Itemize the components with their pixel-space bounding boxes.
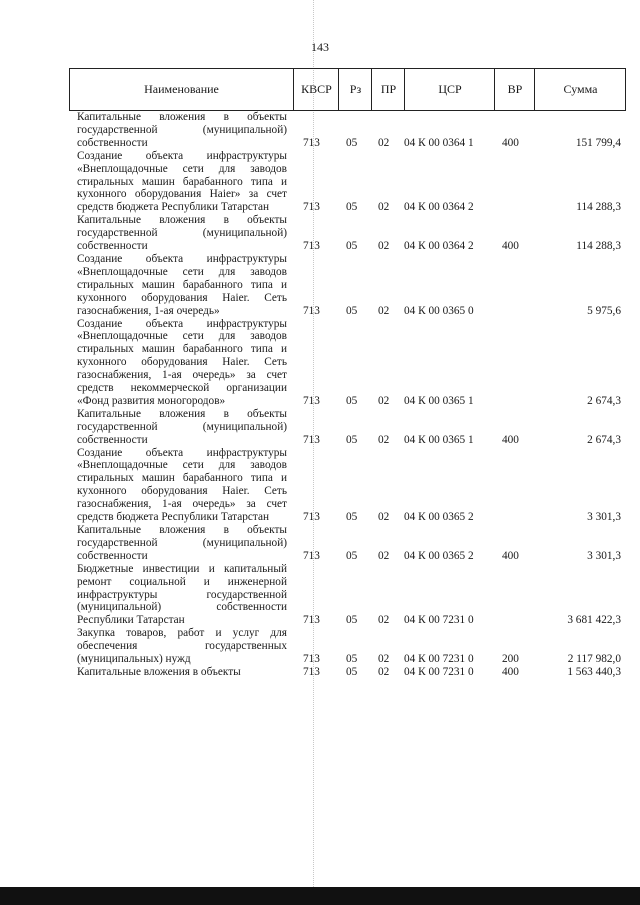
row-sum: 114 288,3	[576, 201, 621, 214]
table-row	[69, 563, 626, 628]
table-row	[69, 627, 626, 666]
row-kvsr: 713	[303, 511, 320, 524]
row-sum: 1 563 440,3	[567, 665, 621, 678]
row-csr: 04 К 00 7231 0	[404, 653, 474, 666]
row-name: Создание объекта инфраструктуры «Внеплощадочные сети для заводов стиральных машин барабанного типа и кухонного оборудования Haier. Сеть газоснабжения, 1-ая очередь» за счет средств некоммерческой организации «Фонд развития моногородов»	[77, 317, 287, 407]
row-pr: 02	[378, 653, 390, 666]
row-kvsr: 713	[303, 614, 320, 627]
row-sum: 114 288,3	[576, 240, 621, 253]
row-csr: 04 К 00 7231 0	[404, 614, 474, 627]
table-row	[69, 111, 626, 150]
row-csr: 04 К 00 0365 2	[404, 549, 474, 562]
row-csr: 04 К 00 7231 0	[404, 665, 474, 678]
row-kvsr: 713	[303, 433, 320, 446]
row-rz: 05	[346, 201, 358, 214]
row-name: Создание объекта инфраструктуры «Внеплощадочные сети для заводов стиральных машин барабанного типа и кухонного оборудования Haier» за счет средств бюджета Республики Татарстан	[77, 149, 287, 214]
row-name: Капитальные вложения в объекты государственной (муниципальной) собственности	[77, 111, 287, 149]
table-row	[69, 253, 626, 318]
row-name: Закупка товаров, работ и услуг для обеспечения государственных (муниципальных) нужд	[77, 627, 287, 666]
row-sum: 3 681 422,3	[567, 614, 621, 627]
row-sum: 151 799,4	[575, 136, 621, 149]
page-number: 143	[311, 40, 329, 54]
row-pr: 02	[378, 549, 390, 562]
row-kvsr: 713	[303, 240, 320, 253]
header-vr: ВР	[494, 69, 535, 110]
header-name: Наименование	[144, 82, 219, 96]
row-name: Бюджетные инвестиции и капитальный ремонт социальной и инженерной инфраструктуры государственной (муниципальной) собственности Республики Татарстан	[77, 562, 287, 627]
row-rz: 05	[346, 511, 358, 524]
row-rz: 05	[346, 394, 358, 407]
row-sum: 2 674,3	[587, 433, 621, 446]
row-name: Капитальные вложения в объекты государственной (муниципальной) собственности	[77, 407, 287, 446]
table-row	[69, 214, 626, 253]
budget-table	[69, 68, 626, 679]
row-vr: 400	[502, 433, 519, 446]
row-pr: 02	[378, 201, 390, 214]
row-vr: 400	[502, 549, 519, 562]
table-header	[69, 68, 626, 111]
row-rz: 05	[346, 549, 358, 562]
row-pr: 02	[378, 511, 390, 524]
row-sum: 2 117 982,0	[567, 653, 621, 666]
row-csr: 04 К 00 0365 1	[404, 433, 474, 446]
header-rz: Рз	[338, 69, 372, 110]
row-rz: 05	[346, 304, 358, 317]
row-sum: 3 301,3	[587, 511, 621, 524]
row-pr: 02	[378, 240, 390, 253]
row-name: Капитальные вложения в объекты государственной (муниципальной) собственности	[77, 524, 287, 562]
row-name: Капитальные вложения в объекты	[77, 665, 241, 678]
row-vr: 400	[502, 665, 519, 678]
table-row	[69, 524, 626, 563]
row-kvsr: 713	[303, 304, 320, 317]
row-rz: 05	[346, 614, 358, 627]
row-pr: 02	[378, 614, 390, 627]
row-sum: 3 301,3	[587, 549, 621, 562]
row-rz: 05	[346, 136, 358, 149]
row-kvsr: 713	[303, 665, 320, 678]
row-csr: 04 К 00 0364 2	[404, 201, 474, 214]
row-name: Капитальные вложения в объекты государственной (муниципальной) собственности	[77, 214, 287, 253]
scan-border	[0, 887, 640, 905]
row-pr: 02	[378, 433, 390, 446]
table-row	[69, 408, 626, 447]
row-vr: 400	[502, 136, 519, 149]
row-sum: 5 975,6	[587, 304, 621, 317]
header-csr: ЦСР	[404, 69, 495, 110]
row-rz: 05	[346, 240, 358, 253]
row-pr: 02	[378, 665, 390, 678]
header-sum: Сумма	[534, 69, 626, 110]
row-kvsr: 713	[303, 201, 320, 214]
row-rz: 05	[346, 433, 358, 446]
header-pr: ПР	[371, 69, 405, 110]
row-rz: 05	[346, 653, 358, 666]
row-kvsr: 713	[303, 394, 320, 407]
row-name: Создание объекта инфраструктуры «Внеплощадочные сети для заводов стиральных машин барабанного типа и кухонного оборудования Haier. Сеть газоснабжения, 1-ая очередь» за счет средств бюджета Республики Татарстан	[77, 446, 287, 524]
row-csr: 04 К 00 0364 2	[404, 240, 474, 253]
row-sum: 2 674,3	[587, 394, 621, 407]
row-vr: 200	[502, 653, 519, 666]
row-csr: 04 К 00 0365 1	[404, 394, 474, 407]
row-kvsr: 713	[303, 549, 320, 562]
row-csr: 04 К 00 0365 0	[404, 304, 474, 317]
row-pr: 02	[378, 394, 390, 407]
table-body	[69, 111, 626, 679]
row-csr: 04 К 00 0365 2	[404, 511, 474, 524]
table-row	[69, 666, 626, 679]
row-kvsr: 713	[303, 653, 320, 666]
row-vr: 400	[502, 240, 519, 253]
row-pr: 02	[378, 304, 390, 317]
row-rz: 05	[346, 665, 358, 678]
row-pr: 02	[378, 136, 390, 149]
row-kvsr: 713	[303, 136, 320, 149]
table-row	[69, 318, 626, 408]
row-csr: 04 К 00 0364 1	[404, 136, 474, 149]
table-row	[69, 150, 626, 215]
table-row	[69, 447, 626, 524]
header-kvsr: КВСР	[293, 69, 339, 110]
row-name: Создание объекта инфраструктуры «Внеплощадочные сети для заводов стиральных машин барабанного типа и кухонного оборудования Haier. Сеть газоснабжения, 1-ая очередь»	[77, 252, 287, 317]
